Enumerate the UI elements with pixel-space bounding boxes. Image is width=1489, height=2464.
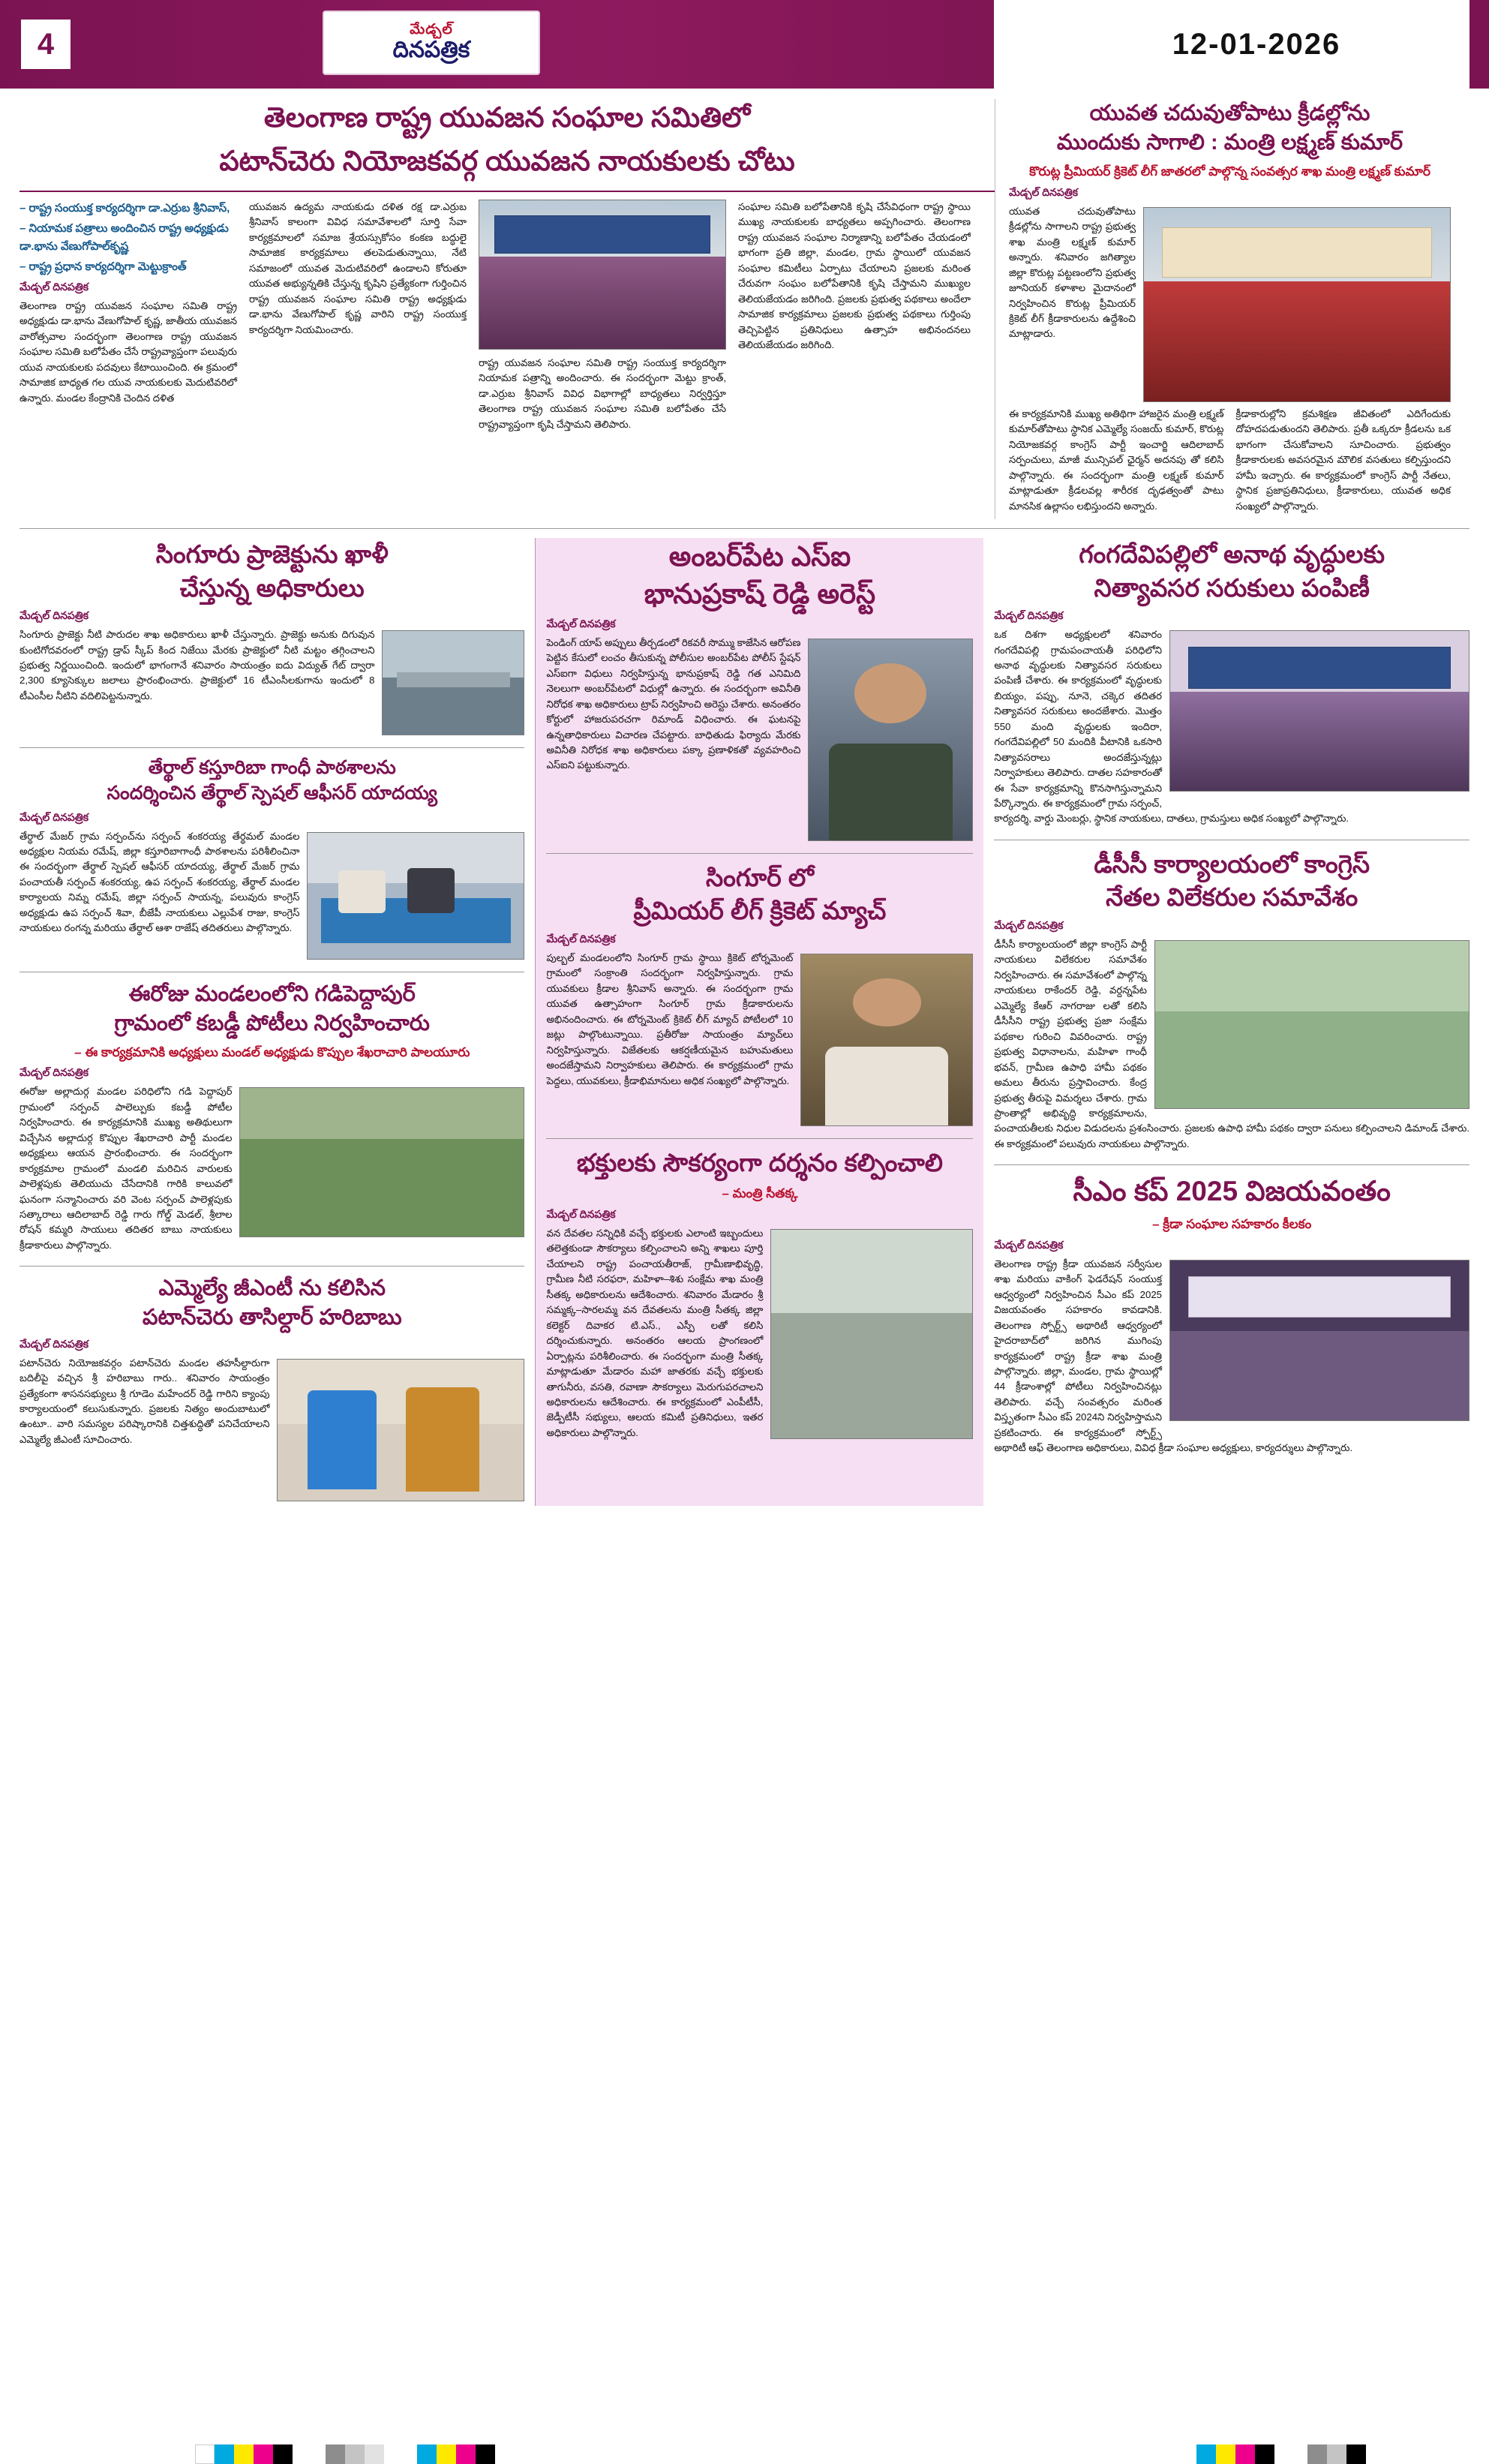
lead-para-1: యువజన ఉద్యమ నాయకుడు దళిత రక్ష డా.ఎర్రుబ శ్రీనివాస్ కాలంగా వివిధ సమావేశాలలో సూర్తి సేవా కార్యక్రమాలలో సమాజ శ్రేయస్సుకోసం కంకణ బద్ధులై సామాజిక కార్యక్రమాలు తలపెడుతున్నాయి, నేటి సమాజంలో యువత మెదుటివరిలో ఉండాలని కోరుతూ యువత అభ్యున్నతికి చేస్తున్న కృషిని ప్రత్యేకంగా గుర్తించిన రాష్ట్ర యువజన సంఘాల సమితి రాష్ట్ర అధ్యక్షుడు డా.భాను వేణుగోపాల్ కృష్ణ వారిని రాష్ట్ర సంయుక్త కార్యదర్శిగా నియమించారు. [249, 200, 467, 335]
kabaddi-headline-1: ఈరోజు మండలంలోని గడిపెద్దాపుర్ [128, 981, 416, 1006]
teerthal-headline-2: సందర్శించిన తేర్థాల్ స్పెషల్ ఆఫీసర్ యాదయ్య [107, 782, 438, 804]
newspaper-logo [323, 11, 540, 75]
dcc-headline-1: డీసీసీ కార్యాలయంలో కాంగ్రెస్ [1094, 849, 1370, 878]
photo-person [308, 1390, 377, 1489]
singur-cricket-byline: మేడ్చల్ దినపత్రిక [546, 932, 616, 945]
photo-background [240, 1088, 524, 1138]
photo-banner [1188, 647, 1451, 688]
photo-banner [494, 215, 711, 254]
story-gangadevipally [994, 538, 1469, 832]
photo-person [338, 870, 386, 913]
singur-cricket-para-0: పుల్బల్ మండలంలోని సింగూర్ గ్రామ స్థాయి క్రికెట్ టోర్నమెంట్ గ్రామంలో సంక్రాంతి సందర్భంగా నిర్వహిస్తున్నారు. గ్రామ యువకులు క్రీడాల శ్రీనివాస్ అన్నారు. ఈ సందర్భంగా గ్రామ యువత ఉత్సాహంగా సింగూర్ గ్రామ క్రీడాకారులను అభినందించారు. ఈ టోర్నమెంట్ క్రికెట్ లీగ్ మ్యాచ్ పోటీలలో 10 జట్లు పాల్గొంటున్నాయి. ప్రతీరోజు సాయంత్రం మ్యాచ్‌లు నిర్వహిస్తున్నారు. విజేతలకు ఆకర్షణీయమైన బహుమతులు అందజేస్తామని నిర్వాహకులు తెలిపారు. ఈ కార్యక్రమంలో గ్రామ పెద్దలు, యువకులు, క్రీడాభిమానులు అధిక సంఖ్యలో పాల్గొన్నారు. [546, 951, 794, 1086]
color-swatch [195, 2444, 215, 2464]
photo-people-row [487, 272, 718, 340]
lead-photo [479, 200, 726, 350]
lead-bullet-1: – నియామక పత్రాలు అందించిన రాష్ట్ర అధ్యక్షుడు డా.భాను వేణుగోపాల్‌కృష్ణ [20, 221, 229, 253]
darshan-photo [770, 1229, 973, 1439]
cmcup-para-0: తెలంగాణ రాష్ట్ర క్రీడా యువజన సర్వీసుల శాఖ మరియు వాకింగ్ ఫెడరేషన్ సంయుక్త ఆధ్వర్యంలో నిర్వహించిన సీఎం కప్ 2025 విజయవంతం సహకారం కావడానికి. తెలంగాణ స్పోర్ట్స్ అథారిటీ ఆధ్వర్యంలో హైదరాబాద్‌లో జరిగిన ముగింపు కార్యక్రమంలో రాష్ట్ర క్రీడా శాఖ మంత్రి పాల్గొన్నారు. జిల్లా, మండల, గ్రామ స్థాయిల్లో 44 క్రీడాంశాల్లో పోటీలు నిర్వహించినట్లు తెలిపారు. వచ్చే సంవత్సరం మరింత విస్తృతంగా సీఎం కప్ 2024ని నిర్వహిస్తామని ప్రకటించారు. ఈ కార్యక్రమంలో స్పోర్ట్స్ అథారిటీ ఆఫ్ తెలంగాణ అధికారులు, వివిధ క్రీడా సంఘాల అధ్యక్షులు, కార్యదర్శులు పాల్గొన్నారు. [994, 1258, 1353, 1454]
colorbar-group [417, 2444, 495, 2464]
ambarpet-headline-2: భానుప్రకాష్ రెడ్డి అరెస్ట్ [644, 578, 876, 609]
lead-story [0, 89, 1489, 519]
column-middle [535, 538, 983, 1506]
youth-sports-para-1: ఈ కార్యక్రమానికి ముఖ్య అతిథిగా హాజరైన మంత్రి లక్ష్మణ్ కుమార్‌తోపాటు స్థానిక ఎమ్మెల్యే సంజయ్ కుమార్, కొరుట్ల నియోజకవర్గ కాంగ్రెస్ పార్టీ ఇంచార్జి ఆదిలాబాద్ సర్పంచులు, మాజీ మున్సిపల్ ఛైర్మన్ అదనపు తో కలిసి పాల్గొన్నారు. ఈ సందర్భంగా మంత్రి లక్ష్మణ్ కుమార్ మాట్లాడుతూ క్రీడలవల్ల శారీరక దృఢత్వంతో పాటు మానసిక ఉల్లాసం లభిస్తుందని అన్నారు. [1009, 407, 1224, 512]
story-teerthal-school [20, 756, 524, 964]
page-number: 4 [21, 20, 71, 69]
singur-byline: మేడ్చల్ దినపత్రిక [20, 609, 89, 622]
ganga-byline: మేడ్చల్ దినపత్రిక [994, 609, 1064, 622]
color-swatch [234, 2444, 254, 2464]
photo-crowd-row [249, 1159, 515, 1227]
photo-face [853, 978, 921, 1026]
story-mla-meeting [20, 1274, 524, 1505]
youth-sports-para-2: క్రీడాకారుల్లోని క్రమశిక్షణ జీవితంలో ఎదిగేందుకు దోహదపడుతుందని తెలిపారు. ప్రతీ ఒక్కరూ క్రీడలను ఒక భాగంగా చేసుకోవాలని సూచించారు. ప్రభుత్వం క్రీడాకారులకు అవసరమైన మౌలిక వసతులు కల్పిస్తుందని హామీ ఇచ్చారు. ఈ కార్యక్రమంలో కాంగ్రెస్ పార్టీ నేతలు, స్థానిక ప్రజాప్రతినిధులు, క్రీడాకారులు, యువత అధిక సంఖ్యలో పాల్గొన్నారు. [1235, 407, 1451, 512]
ganga-headline-2: నిత్యావసర సరుకులు పంపిణీ [1094, 573, 1370, 602]
color-swatch [1346, 2444, 1366, 2464]
color-swatch [456, 2444, 476, 2464]
story-singur-project [20, 538, 524, 740]
youth-sports-photo [1143, 207, 1451, 402]
lead-para-2: రాష్ట్ర యువజన సంఘాల సమితి రాష్ట్ర సంయుక్త కార్యదర్శిగా నియామక పత్రాన్ని అందించారు. ఈ సందర్భంగా మెట్టు క్రాంత్, డా.ఎర్రుబ శ్రీనివాస్ వివిధ విభాగాల్లో బాధ్యతలు నిర్వర్తిస్తూ తెలంగాణ రాష్ట్ర యువజన సంఘాల సమితి బలోపేతం చేసే రాష్ట్రవ్యాప్తంగా కృషి చేస్తామని తెలిపారు. [479, 356, 726, 430]
lead-para-0: తెలంగాణ రాష్ట్ర యువజన సంఘాల సమితి రాష్ట్ర అధ్యక్షుడు డా.భాను వేణుగోపాల్ కృష్ణ, జాతీయ యువజన వారోత్సవాల సందర్భంగా తెలంగాణ రాష్ట్ర యువజన సంఘాల సమితి బలోపేతం చేసే రాష్ట్రవ్యాప్తంగా పలువురు యువ నాయకులకు పదవులు కేటాయించింది. ఈ క్రమంలో సామాజిక బాధ్యత గల యువ నాయకులకు మెదుటివరిలో ఉన్నారు. మండల కేంద్రానికి చెందిన దళిత [20, 299, 237, 404]
ganga-photo [1169, 630, 1469, 792]
darshan-byline: మేడ్చల్ దినపత్రిక [546, 1207, 616, 1220]
logo-top-text: మేడ్చల్ [410, 22, 453, 38]
teerthal-photo [307, 832, 524, 960]
story-kabaddi [20, 980, 524, 1259]
cmcup-byline: మేడ్చల్ దినపత్రిక [994, 1238, 1064, 1251]
color-swatch [273, 2444, 293, 2464]
ganga-para-0: ఒక దిశగా అధ్యక్షులలో శనివారం గంగదేవిపల్లి గ్రామపంచాయతీ పరిధిలోని అనాథ వృద్ధులకు నిత్యావసర సరుకులు పంపిణీ చేశారు. ఈ కార్యక్రమంలో వృద్ధులకు బియ్యం, పప్పు, నూనె, చక్కెర తదితర నిత్యావసర సరుకులు అందజేశారు. మొత్తం 550 మంది వృద్ధులకు ఇందిరా, గంగదేవిపల్లిలో 50 మందికి వీటానికి ఒకసారి నిత్యావసరాలు అందజేస్తున్నట్లు నిర్వాహకులు తెలిపారు. దాతల సహకారంతో ఈ సేవా కార్యక్రమాన్ని కొనసాగిస్తున్నామని పేర్కొన్నారు. ఈ కార్యక్రమంలో గ్రామ సర్పంచ్, కార్యదర్శి, వార్డు మెంబర్లు, స్థానిక నాయకులు, దాతలు, గ్రామస్తులు అధిక సంఖ్యలో పాల్గొన్నారు. [994, 629, 1349, 825]
photo-sky [383, 631, 524, 678]
color-swatch [215, 2444, 234, 2464]
singur-headline-2: చేస్తున్న అధికారులు [179, 573, 365, 602]
ganga-headline-1: గంగదేవిపల్లిలో అనాథ వృద్ధులకు [1079, 539, 1385, 568]
teerthal-headline-1: తేర్థాల్ కస్తూరిబా గాంధీ పాఠశాలను [148, 757, 396, 779]
mla-headline-2: పటాన్‌చెరు తాసిల్దార్ హరిబాబు [142, 1306, 402, 1330]
lead-headline-line2: పటాన్‌చెరు నియోజకవర్గ యువజన నాయకులకు చోటు [219, 145, 795, 176]
print-registration-colorbar [0, 2437, 1489, 2464]
singur-dam-photo [382, 630, 524, 735]
lead-bullet-0: – రాష్ట్ర సంయుక్త కార్యదర్శిగా డా.ఎర్రుబ శ్రీనివాస్, [20, 201, 230, 215]
dcc-headline-2: నేతల విలేకరుల సమావేశం [1106, 883, 1358, 912]
color-swatch [1216, 2444, 1235, 2464]
youth-sports-byline: మేడ్చల్ దినపత్రిక [1009, 185, 1079, 198]
photo-person [407, 868, 455, 913]
mla-headline-1: ఎమ్మెల్యే జీఎంటీ ను కలిసిన [158, 1276, 386, 1301]
ambarpet-si-photo [808, 639, 973, 841]
singur-cricket-photo [800, 954, 973, 1126]
story-dcc-press-meet [994, 848, 1469, 1157]
photo-people-row [1179, 1337, 1460, 1411]
photo-people-row [777, 1330, 966, 1426]
photo-people-row [1165, 1021, 1460, 1098]
masthead-right-cap [1469, 0, 1489, 89]
cmcup-headline: సీఎం కప్ 2025 విజయవంతం [1073, 1176, 1391, 1207]
ambarpet-para-0: పెండింగ్ యాప్ అప్పులు తీర్చడంలో రికవరీ సొమ్ము కాజేసిన ఆరోపణ పెట్టిన కేసులో లంచం తీసుకున్న పోలీసుల అంబర్‌పేట పోలీస్ స్టేషన్ ఎస్ఐగా విధులు నిర్వహిస్తున్న భానుప్రకాష్ రెడ్డి గత ఎనిమిది నెలలుగా అంబర్‌పేటలో విధుల్లో ఉన్నారు. ఈ సందర్భంగా అవినీతి నిరోధక శాఖ అధికారులు ట్రాప్ నిర్వహించి అరెస్టు చేశారు. అనంతరం కోర్టులో హాజరుపరచగా రిమాండ్ విధించారు. ఈ ఘటనపై ఉన్నతాధికారులు విచారణ చేపట్టారు. బాధితుడు ఫిర్యాదు మేరకు అవినీతి నిరోధక శాఖ అధికారులు పక్కా ప్రణాళికతో వ్యవహరించి ఎస్ఐని పట్టుకున్నారు. [546, 636, 801, 771]
lead-para-3: సంఘాల సమితి బలోపేతానికి కృషి చేసేవిధంగా రాష్ట్ర స్థాయి ముఖ్య నాయకులకు బాధ్యతలు అప్పగించారు. తెలంగాణ రాష్ట్ర యువజన సంఘాల నిర్మాణాన్ని బలోపేతం చేయడంలో భాగంగా ప్రతి జిల్లా, మండల, గ్రామ స్థాయిలో యువజన సంఘాల కమిటీలు ఏర్పాటు చేయాలని ప్రజలకు మరింత చేరువగా సంఘం బలోపేతానికి కృషి చేస్తామని ముఖ్యుల తెలియజేయడం జరిగింది. ప్రజలకు ప్రభుత్వ పథకాలు అందేలా సామాజిక కార్యక్రమాలు ప్రజలకు ప్రభుత్వ పథకాలు గుర్తింపు తెచ్చిపెట్టిన ప్రతినిధులు ఉత్సాహ అభినందనలు తెలియజేయడం జరిగింది. [738, 200, 971, 350]
mla-photo [277, 1359, 524, 1501]
colorbar-group [326, 2444, 384, 2464]
color-swatch [1196, 2444, 1216, 2464]
story-singur-cricket [546, 861, 973, 1131]
color-swatch [437, 2444, 456, 2464]
color-swatch [326, 2444, 345, 2464]
issue-date [994, 0, 1489, 89]
singur-cricket-headline-2: ప్రీమియర్ లీగ్ క్రికెట్ మ్యాచ్ [633, 897, 887, 925]
cmcup-subhead: – క్రీడా సంఘాల సహకారం కీలకం [1152, 1217, 1312, 1232]
photo-background [1155, 941, 1469, 1011]
kabaddi-photo [239, 1087, 524, 1237]
youth-sports-subhead: కొరుట్ల ప్రీమియర్ క్రికెట్ లీగ్ జాతరలో పాల్గొన్న సంవత్సర శాఖ మంత్రి లక్ష్మణ్ కుమార్ [1029, 164, 1430, 179]
photo-shirt [825, 1047, 948, 1125]
dcc-photo [1154, 940, 1469, 1109]
color-swatch [417, 2444, 437, 2464]
photo-person [406, 1387, 479, 1492]
photo-dam-wall [397, 672, 509, 687]
story-darshan [546, 1146, 973, 1446]
colorbar-group [1196, 2444, 1274, 2464]
lead-bullets [20, 200, 237, 276]
photo-face [854, 663, 926, 723]
photo-people-row [1179, 708, 1460, 781]
singur-para-0: సింగూరు ప్రాజెక్టు నీటి పారుదల శాఖ అధికారులు ఖాళీ చేస్తున్నారు. ప్రాజెక్టు అనుకు దిగువున కుంటిగోదవరంలో రాష్ట్ర డ్రాప్ స్కీప్ కింద నిజేయి మేరకు ప్రాజెక్టులో నీటి మట్టం తగ్గించాలని ప్రభుత్వ నిర్ణయించింది. ఇందులో భాగంగానే శనివారం సాయంత్రం ఐదు విద్యుత్ గేట్ ద్వారా 2,300 క్యూసెక్కుల జలాలు ప్రారంభించారు. ప్రాజెక్టులో 16 టీఎంసీలకుగాను ఇందులో 8 టీఎంసీల నీటిని వదిలిపెట్టనున్నారు. [20, 629, 375, 702]
singur-headline-1: సింగూరు ప్రాజెక్టును ఖాళీ [155, 539, 389, 568]
color-swatch [476, 2444, 495, 2464]
photo-background [771, 1230, 972, 1313]
teerthal-byline: మేడ్చల్ దినపత్రిక [20, 810, 89, 823]
colorbar-group [1307, 2444, 1366, 2464]
youth-sports-headline-1: యువత చదువుతోపాటు క్రీడల్లోను [1089, 101, 1370, 125]
story-ambarpet-si [546, 538, 973, 846]
mla-byline: మేడ్చల్ దినపత్రిక [20, 1337, 89, 1350]
singur-cricket-headline-1: సింగూర్ లో [705, 863, 814, 891]
ambarpet-headline-1: అంబర్‌పేట ఎస్ఐ [668, 540, 851, 572]
color-swatch [1235, 2444, 1255, 2464]
kabaddi-para-0: ఈరోజు అల్లాదుర్గ మండల పరిధిలోని గడి పెద్దాపుర్ గ్రామంలో సర్పంచ్ పాలెల్పుకు కబడ్డీ పోటీల నిర్వహించారు. ఈ కార్యక్రమానికి ముఖ్య అతిథులుగా విచ్చేసిన అల్లాదుర్గ కొప్పుల శేఖరాచారి పార్టీ మండల అధ్యక్షులు ఆయన ప్రారంభించారు. ఈ సందర్భంగా కార్యక్రమాల గ్రామంలో మండలి మరిచిన వారులకు పాలెళ్లపుకు తెలియుచు చేసేదానికి గారికి కాలువలో ఘనంగా సన్మానించారు వరి వెంట సర్పంచ్ పాలెళ్లపుకు సత్కారాలు ఆదిలాబాద్ రెడ్డి గారు గోల్డ్ మెడల్, శ్రీలాల రోషన్ కమ్మరి సాయులు తదితర బాబు నాయకులు క్రీడాకారులు పాల్గొన్నారు. [20, 1086, 233, 1251]
column-left [20, 538, 535, 1506]
color-swatch [1307, 2444, 1327, 2464]
ambarpet-byline: మేడ్చల్ దినపత్రిక [546, 617, 616, 630]
color-swatch [345, 2444, 365, 2464]
colorbar-group [195, 2444, 293, 2464]
lead-headline-line1: తెలంగాణ రాష్ట్ర యువజన సంఘాల సమితిలో [263, 102, 751, 133]
story-youth-sports [995, 99, 1451, 519]
masthead [0, 0, 1489, 89]
photo-uniform [829, 744, 953, 840]
teerthal-para-0: తేర్థాల్ మేజర్ గ్రామ సర్పంచ్‌ను సర్పంచ్ శంకరయ్య తేర్థమల్ మండల అధ్యక్షుల నియమ రమేష్, జిల్లా కస్తూరిబాగాంధీ పాఠశాలను పరిశీలించినా ఈ సందర్భంగా తేర్థాల్ స్పెషల్ ఆఫీసర్ యాదయ్య, తేర్థాల్ మేజర్ గ్రామ పంచాయతీ సర్పంచ్ శంకరయ్య, ఉప సర్పంచ్ శంకరయ్య, తేర్థాల్ మండల కార్యాలయ నిమ్న రమేష్, జిల్లా సర్పంచ్ సాయన్న, పలువురు కాంగ్రెస్ అధ్యక్షుడు ఉప సర్పంచ్ శివా, బీజేపీ నాయకులు ఎల్లుపేశ రాజు, కాంగ్రెస్ నాయకులు రంగన్న మరియు తేర్థాల్ ఆశా రాజేష్ తదితరులు పాల్గొన్నారు. [20, 830, 300, 934]
cmcup-photo [1169, 1260, 1469, 1421]
lead-byline: మేడ్చల్ దినపత్రిక [20, 280, 89, 293]
kabaddi-headline-2: గ్రామంలో కబడ్డీ పోటీలు నిర్వహించారు [114, 1011, 430, 1035]
darshan-subhead: – మంత్రి సీతక్క [722, 1186, 798, 1201]
darshan-headline: భక్తులకు సౌకర్యంగా దర్శనం కల్పించాలి [576, 1148, 943, 1176]
photo-screen [1188, 1276, 1451, 1318]
column-right [983, 538, 1469, 1506]
kabaddi-byline: మేడ్చల్ దినపత్రిక [20, 1066, 89, 1079]
youth-sports-headline-2: ముందుకు సాగాలి : మంత్రి లక్ష్మణ్ కుమార్ [1056, 131, 1403, 155]
issue-date-text: 12-01-2026 [1172, 27, 1341, 61]
darshan-para-0: వన దేవతల సన్నిధికి వచ్చే భక్తులకు ఎలాంటి ఇబ్బందులు తలెత్తకుండా సౌకర్యాలు కల్పించాలని అన్ని శాఖలు పూర్తి చేయాలని రాష్ట్ర పంచాయతీరాజ్, గ్రామీణాభివృద్ధి, గ్రామీణ నీటి సరఫరా, మహిళా–శిశు సంక్షేమ శాఖ మంత్రి సీతక్క అధికారులను ఆదేశించారు. శనివారం మేడారం శ్రీ సమ్మక్క–సారలమ్మ వన దేవతలను మంత్రి సీతక్క జిల్లా కలెక్టర్ దివాకర టి.ఎస్., ఎస్పీ లతో కలిసి దర్శించుకున్నారు. అనంతరం ఆలయ ప్రాంగణంలో ఏర్పాట్లను పరిశీలించారు. ఈ సందర్భంగా మంత్రి సీతక్క మాట్లాడుతూ మేడారం మహా జాతరకు వచ్చే భక్తులకు తాగునీరు, వసతి, రవాణా సౌకర్యాలు మెరుగుపరచాలని అధికారులను ఆదేశించారు. ఈ కార్యక్రమంలో ఎంపీటీసీ, జెడ్పీటీసీ సభ్యులు, ఆలయ కమిటీ ప్రతినిధులు, ఇతర అధికారులు పాల్గొన్నారు. [546, 1227, 764, 1438]
photo-people-row [1153, 301, 1441, 390]
dcc-para-0: డీసీసీ కార్యాలయంలో జిల్లా కాంగ్రెస్ పార్టీ నాయకులు విలేకరుల సమావేశం నిర్వహించారు. ఈ సమావేశంలో పాల్గొన్న నాయకులు రాకేందర్ రెడ్డి, వర్దన్నపేట ఎమ్మెల్యే కేఆర్ నాగరాజు లతో కలిసి డీసీసీని రాష్ట్ర ప్రభుత్వ ప్రజా సంక్షేమ పథకాల గురించి వివరించారు. రాష్ట్ర ప్రభుత్వ విధానాలను, మహిళా గాంధీ భవన్, గ్రామీణ ఉపాధి హామీ పథకం అమలు తీరును ప్రస్తావించారు. కేంద్ర ప్రభుత్వ తీరుపై విమర్శలు చేశారు. గ్రామ ప్రాంతాల్లో అభివృద్ధి కార్యక్రమాలను, పంచాయతీలకు నిధుల విడుదలను ప్రశంసించారు. ప్రజలకు ఉపాధి హామీ పథకం ద్వారా పనులు కల్పించాలని డిమాండ్ చేశారు. ఈ కార్యక్రమంలో పలువురు నాయకులు పాల్గొన్నారు. [994, 939, 1469, 1149]
lead-bullet-2: – రాష్ట్ర ప్రధాన కార్యదర్శిగా మెట్టుక్రాంత్ [20, 260, 187, 273]
color-swatch [1255, 2444, 1274, 2464]
logo-main-text: దినపత్రిక [392, 38, 470, 62]
color-swatch [365, 2444, 384, 2464]
dcc-byline: మేడ్చల్ దినపత్రిక [994, 919, 1064, 932]
color-swatch [254, 2444, 273, 2464]
photo-banner [1162, 227, 1431, 278]
youth-sports-para-0: యువత చదువుతోపాటు క్రీడల్లోను సాగాలని రాష్ట్ర ప్రభుత్వ శాఖ మంత్రి లక్ష్మణ్ కుమార్ అన్నారు. శనివారం జగిత్యాల జిల్లా కొరుట్ల పట్టణంలోని ప్రభుత్వ జూనియర్ కళాశాల మైదానంలో నిర్వహించిన కొరుట్ల ప్రీమియర్ క్రికెట్ లీగ్ క్రీడాకారులను ఉద్దేశించి మాట్లాడారు. [1009, 205, 1136, 340]
mla-para-0: పటాన్‌చెరు నియోజకవర్గం పటాన్‌చెరు మండల తహసీల్దారుగా బదిలీపై వచ్చిన శ్రీ హరిబాబు గారు.. శనివారం సాయంత్రం ప్రత్యేకంగా శాసనసభ్యులు శ్రీ గూడెం మహేందర్ రెడ్డి గారిని క్యాంపు కార్యాలయంలో కలుసుకున్నారు. ప్రజలకు నిత్యం అందుబాటులో ఉంటూ.. వారి సమస్యల పరిష్కారానికి చిత్తశుద్ధితో పనిచేయాలని ఎమ్మెల్యే జీఎంటీ సూచించారు. [20, 1357, 270, 1445]
story-cm-cup [994, 1173, 1469, 1461]
kabaddi-subhead: – ఈ కార్యక్రమానికి అధ్యక్షులు మండల్ అధ్యక్షుడు కొప్పుల శేఖరాచారి పాలయూరు [74, 1044, 470, 1059]
color-swatch [1327, 2444, 1346, 2464]
